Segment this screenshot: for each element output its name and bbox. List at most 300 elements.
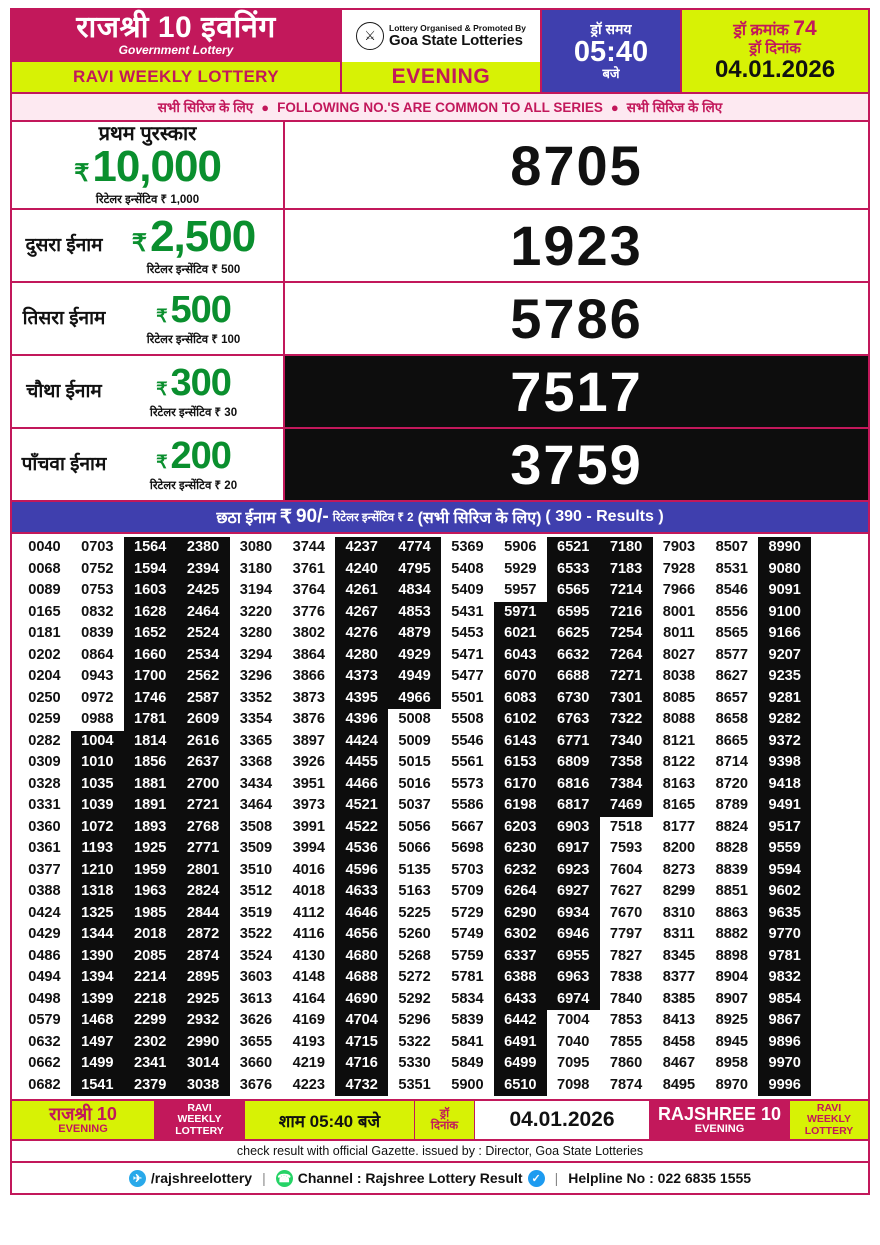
number-cell: 4690 [335, 989, 388, 1011]
number-cell: 6816 [547, 774, 600, 796]
number-cell: 8531 [715, 560, 749, 577]
number-cell: 4774 [388, 537, 441, 559]
number-cell: 6021 [494, 623, 547, 645]
number-cell: 4148 [292, 969, 326, 985]
number-cell: 4656 [335, 924, 388, 946]
number-cell [811, 666, 864, 688]
number-cell: 2895 [177, 967, 230, 989]
number-cell: 0494 [28, 969, 61, 985]
number-cell: 3603 [239, 969, 273, 985]
number-grid-row [18, 860, 864, 882]
number-cell: 4455 [335, 752, 388, 774]
number-cell: 4688 [335, 967, 388, 989]
prize-amount-wrap [110, 288, 277, 347]
number-cell: 6198 [494, 795, 547, 817]
number-grid-row [18, 774, 864, 796]
number-cell: 6521 [547, 537, 600, 559]
number-cell: 6565 [547, 580, 600, 602]
number-cell: 4112 [292, 904, 325, 921]
number-cell: 2562 [177, 666, 230, 688]
goa-emblem-icon: ⚔ [356, 22, 384, 50]
number-cell [811, 752, 864, 774]
number-cell: 7874 [609, 1076, 643, 1093]
number-grid-row [18, 559, 864, 581]
number-cell: 7095 [556, 1055, 590, 1071]
number-cell: 2824 [177, 881, 230, 903]
number-cell: 2637 [177, 752, 230, 774]
number-cell: 9594 [758, 860, 811, 882]
number-cell [811, 860, 864, 882]
header-organiser-block [342, 10, 542, 92]
prize-name: दुसरा ईनाम [25, 235, 103, 256]
footer-date-label [415, 1101, 475, 1139]
number-cell: 2018 [124, 924, 177, 946]
number-cell: 4373 [335, 666, 388, 688]
rupee-icon: ₹ [279, 506, 292, 528]
number-cell: 8882 [715, 926, 749, 942]
number-cell [811, 967, 864, 989]
number-cell: 5929 [504, 560, 537, 577]
organiser-line2: Goa State Lotteries [389, 31, 523, 49]
number-cell: 5260 [398, 926, 431, 942]
organiser-box [342, 10, 540, 62]
prize-result: 8705 [285, 122, 868, 208]
number-cell: 3220 [239, 603, 273, 620]
number-cell: 4633 [335, 881, 388, 903]
prize-result: 3759 [285, 429, 868, 500]
number-grid-row [18, 1053, 864, 1075]
retailer-incentive: रिटेलर इन्सेंटिव ₹ 20 [149, 479, 238, 492]
number-cell: 4853 [388, 602, 441, 624]
footer-scheme-right [790, 1101, 868, 1139]
number-cell: 0988 [81, 711, 114, 727]
number-cell: 7004 [556, 1012, 590, 1028]
number-cell: 4716 [335, 1053, 388, 1075]
divider: | [262, 1170, 266, 1186]
number-cell: 1039 [71, 795, 124, 817]
number-cell: 4521 [335, 795, 388, 817]
number-cell: 7040 [556, 1033, 590, 1050]
number-cell: 4596 [335, 860, 388, 882]
number-cell: 1700 [124, 666, 177, 688]
number-cell: 8458 [662, 1033, 696, 1050]
number-cell: 3280 [239, 625, 273, 641]
gazette-note: check result with official Gazette. issued by : Director, Goa State Lotteries [12, 1141, 868, 1163]
number-cell: 8904 [715, 969, 749, 985]
footer-scheme-right-line2: WEEKLY [807, 1113, 851, 1126]
draw-time-label: ड्रॉ समय [590, 20, 632, 37]
number-cell: 7966 [662, 582, 696, 598]
number-cell: 5408 [451, 560, 484, 577]
number-cell: 3464 [239, 797, 273, 813]
prize-amount-wrap [110, 211, 277, 277]
number-cell: 0388 [28, 883, 61, 899]
number-cell: 6102 [494, 709, 547, 731]
draw-number-date-block [682, 10, 868, 92]
number-cell: 0498 [28, 990, 61, 1007]
common-bar-left: सभी सिरिज के लिए [157, 100, 254, 115]
number-cell: 6763 [547, 709, 600, 731]
number-cell: 3866 [292, 668, 326, 684]
number-cell: 6771 [547, 731, 600, 753]
number-cell: 4395 [335, 688, 388, 710]
number-cell: 4715 [335, 1032, 388, 1054]
number-cell: 6817 [547, 795, 600, 817]
number-cell: 8163 [662, 775, 696, 792]
telegram-handle: /rajshreelottery [150, 1170, 253, 1186]
number-cell: 9091 [758, 580, 811, 602]
draw-number-value: 74 [793, 17, 817, 40]
number-cell: 3294 [239, 646, 273, 663]
number-cell: 4018 [292, 883, 326, 899]
footer-date-label-line1: ड्रॉ [439, 1107, 450, 1120]
number-cell: 6433 [494, 989, 547, 1011]
prize-amount-value: 200 [170, 434, 231, 477]
number-cell: 3660 [239, 1055, 273, 1071]
number-cell: 2925 [177, 989, 230, 1011]
number-cell: 6730 [547, 688, 600, 710]
number-cell: 4240 [335, 559, 388, 581]
number-cell: 2700 [177, 774, 230, 796]
number-cell: 0429 [28, 926, 61, 942]
number-cell: 1856 [124, 752, 177, 774]
number-cell: 5586 [451, 797, 484, 813]
number-cell: 8824 [715, 818, 749, 835]
number-cell: 8311 [663, 926, 695, 942]
number-cell [811, 688, 864, 710]
number-cell: 3655 [239, 1033, 273, 1050]
number-cell: 8851 [715, 883, 749, 899]
number-cell: 4795 [388, 559, 441, 581]
telegram-contact[interactable] [129, 1170, 252, 1187]
number-cell: 0703 [81, 539, 114, 555]
number-cell: 4929 [388, 645, 441, 667]
number-cell: 2872 [177, 924, 230, 946]
number-cell: 8665 [715, 732, 749, 749]
number-cell: 8863 [715, 904, 749, 921]
number-cell: 6595 [547, 602, 600, 624]
number-cell: 5546 [451, 732, 484, 749]
number-grid-row [18, 1075, 864, 1097]
number-cell: 7214 [600, 580, 653, 602]
number-cell: 5009 [398, 732, 431, 749]
number-cell: 5292 [398, 990, 431, 1007]
common-bar-center: FOLLOWING NO.'S ARE COMMON TO ALL SERIES [277, 99, 603, 115]
number-cell: 4219 [292, 1055, 326, 1071]
number-cell: 4680 [335, 946, 388, 968]
number-cell: 2379 [124, 1075, 177, 1097]
number-cell: 2218 [124, 989, 177, 1011]
number-cell: 9867 [758, 1010, 811, 1032]
number-cell: 0632 [28, 1033, 61, 1050]
number-cell: 6927 [547, 881, 600, 903]
number-grid-row [18, 1010, 864, 1032]
number-cell: 8377 [662, 969, 696, 985]
number-cell: 1985 [124, 903, 177, 925]
number-cell: 6632 [547, 645, 600, 667]
number-cell: 3864 [292, 646, 326, 663]
number-cell: 5015 [398, 754, 431, 770]
number-grid-row [18, 580, 864, 602]
number-grid-row [18, 666, 864, 688]
number-cell: 2394 [177, 559, 230, 581]
number-cell: 0360 [28, 818, 61, 835]
number-grid-row [18, 623, 864, 645]
number-cell: 9602 [758, 881, 811, 903]
draw-time-block [542, 10, 682, 92]
number-cell: 7322 [600, 709, 653, 731]
number-cell: 0753 [81, 582, 114, 598]
number-cell: 5759 [451, 947, 484, 964]
prize-info [12, 356, 285, 427]
number-cell: 0331 [28, 797, 61, 813]
number-cell: 8839 [715, 861, 749, 878]
number-cell [811, 731, 864, 753]
number-grid [18, 537, 864, 1096]
header-brand-block [12, 10, 342, 92]
number-cell: 7855 [609, 1033, 643, 1050]
prize-amount-value: 500 [170, 288, 231, 331]
number-cell: 8898 [715, 947, 749, 964]
result-card [10, 8, 870, 1195]
number-cell [811, 580, 864, 602]
number-cell: 2341 [124, 1053, 177, 1075]
sixth-prize-amount: 90/- [295, 506, 329, 527]
draw-number-label: ड्रॉ क्रमांक [733, 22, 789, 39]
number-cell: 4834 [388, 580, 441, 602]
number-cell: 0682 [28, 1076, 61, 1093]
number-cell: 3994 [292, 840, 326, 856]
number-cell: 0068 [28, 560, 61, 577]
number-cell: 4223 [292, 1076, 326, 1093]
number-cell: 6809 [547, 752, 600, 774]
number-cell: 8990 [758, 537, 811, 559]
number-cell: 4466 [335, 774, 388, 796]
number-cell: 8122 [662, 754, 696, 770]
number-cell: 6917 [547, 838, 600, 860]
number-cell: 3352 [239, 689, 273, 706]
footer-brand-right-line2: EVENING [694, 1123, 745, 1135]
footer-scheme-left-line3: LOTTERY [175, 1124, 224, 1137]
prize-result: 1923 [285, 210, 868, 281]
number-grid-body [18, 537, 864, 1096]
common-series-bar [12, 94, 868, 122]
number-cell: 7627 [609, 883, 643, 899]
number-cell: 1925 [124, 838, 177, 860]
number-grid-row [18, 731, 864, 753]
number-cell: 0309 [28, 754, 61, 770]
number-cell: 3434 [239, 775, 273, 792]
number-grid-row [18, 838, 864, 860]
number-cell [811, 709, 864, 731]
number-cell: 5066 [398, 840, 431, 856]
number-cell: 8273 [662, 861, 696, 878]
number-cell: 0089 [28, 582, 61, 598]
number-cell: 6688 [547, 666, 600, 688]
number-cell: 8970 [715, 1076, 749, 1093]
number-cell: 8027 [662, 646, 696, 663]
number-cell: 3524 [239, 947, 273, 964]
number-cell: 5477 [451, 668, 484, 684]
prize-amount [156, 434, 231, 477]
number-cell: 0864 [81, 646, 114, 663]
number-cell: 7358 [600, 752, 653, 774]
number-cell: 1628 [124, 602, 177, 624]
number-cell: 6510 [494, 1075, 547, 1097]
number-grid-row [18, 752, 864, 774]
number-cell: 6946 [547, 924, 600, 946]
number-cell: 1390 [71, 946, 124, 968]
number-cell: 5698 [451, 840, 484, 856]
number-cell: 2990 [177, 1032, 230, 1054]
number-cell: 8945 [715, 1033, 749, 1050]
number-cell: 3876 [292, 711, 326, 727]
number-cell: 1814 [124, 731, 177, 753]
number-cell: 9854 [758, 989, 811, 1011]
number-cell: 1497 [71, 1032, 124, 1054]
number-cell: 1325 [71, 903, 124, 925]
number-cell: 9770 [758, 924, 811, 946]
number-cell: 5781 [451, 969, 484, 985]
number-cell: 4276 [335, 623, 388, 645]
number-cell: 8385 [662, 990, 696, 1007]
number-cell: 9970 [758, 1053, 811, 1075]
rupee-icon: ₹ [156, 305, 168, 326]
whatsapp-contact[interactable] [276, 1170, 545, 1187]
number-cell: 6170 [494, 774, 547, 796]
number-cell [811, 645, 864, 667]
number-cell: 8088 [662, 711, 696, 727]
number-cell: 7340 [600, 731, 653, 753]
number-cell: 8828 [715, 840, 749, 856]
number-cell: 1893 [124, 817, 177, 839]
prize-amount [74, 142, 221, 191]
number-cell: 5135 [398, 861, 431, 878]
number-cell: 3368 [239, 754, 273, 770]
number-cell: 3776 [292, 603, 326, 620]
number-cell: 7593 [609, 840, 643, 856]
number-cell: 8200 [662, 840, 696, 856]
prize-name: तिसरा ईनाम [22, 308, 106, 329]
number-cell: 7840 [609, 990, 643, 1007]
number-cell: 1394 [71, 967, 124, 989]
footer-brand-left-line2: EVENING [58, 1123, 108, 1135]
number-cell: 7860 [609, 1055, 643, 1071]
number-cell: 2534 [177, 645, 230, 667]
number-cell: 3180 [239, 560, 273, 577]
prize-info [12, 429, 285, 500]
number-cell: 9398 [758, 752, 811, 774]
number-grid-row [18, 903, 864, 925]
number-cell: 8714 [715, 754, 749, 770]
number-cell: 1468 [71, 1010, 124, 1032]
number-grid-row [18, 967, 864, 989]
number-cell: 8038 [662, 668, 696, 684]
number-cell: 3951 [292, 775, 326, 792]
number-grid-row [18, 688, 864, 710]
number-cell: 5272 [398, 969, 431, 985]
number-cell: 9100 [758, 602, 811, 624]
number-cell: 3512 [239, 883, 273, 899]
number-cell: 8121 [662, 732, 696, 749]
number-cell: 4966 [388, 688, 441, 710]
number-cell: 0181 [28, 625, 61, 641]
number-cell [811, 1075, 864, 1097]
number-cell [811, 1032, 864, 1054]
number-cell: 5471 [451, 646, 484, 663]
number-cell: 2616 [177, 731, 230, 753]
number-grid-row [18, 817, 864, 839]
number-cell: 3522 [239, 926, 273, 942]
footer-scheme-left [155, 1101, 245, 1139]
helpline-contact [568, 1170, 751, 1186]
number-grid-row [18, 1032, 864, 1054]
scheme-name: RAVI WEEKLY LOTTERY [12, 62, 340, 92]
number-cell: 3365 [239, 732, 273, 749]
number-cell: 1010 [71, 752, 124, 774]
number-cell: 6043 [494, 645, 547, 667]
number-cell: 5573 [451, 775, 484, 792]
number-cell: 9166 [758, 623, 811, 645]
number-cell: 7301 [600, 688, 653, 710]
common-bar-right: सभी सिरिज के लिए [626, 100, 723, 115]
number-cell: 6955 [547, 946, 600, 968]
number-cell: 6230 [494, 838, 547, 860]
number-cell: 3354 [239, 711, 273, 727]
number-cell: 0752 [81, 560, 114, 577]
number-cell: 2721 [177, 795, 230, 817]
number-cell: 6923 [547, 860, 600, 882]
number-cell: 5561 [451, 754, 484, 770]
number-cell: 3038 [177, 1075, 230, 1097]
number-cell: 8177 [662, 818, 696, 835]
draw-time-suffix: बजे [602, 65, 620, 81]
draw-number-row [733, 19, 816, 40]
number-cell: 4193 [292, 1033, 326, 1050]
number-cell: 3080 [239, 539, 273, 555]
number-cell: 4424 [335, 731, 388, 753]
number-cell: 1210 [71, 860, 124, 882]
prize-name: पाँचवा ईनाम [21, 454, 107, 475]
number-cell: 8001 [662, 603, 696, 620]
number-cell: 1603 [124, 580, 177, 602]
prize-row [12, 122, 868, 210]
whatsapp-icon: ☎ [276, 1170, 293, 1187]
number-cell: 4949 [388, 666, 441, 688]
number-cell [811, 602, 864, 624]
number-cell: 5330 [398, 1055, 431, 1071]
divider: | [554, 1170, 559, 1186]
number-cell: 8958 [715, 1055, 749, 1071]
number-cell: 3676 [239, 1076, 273, 1093]
number-cell: 8413 [662, 1012, 696, 1028]
number-cell: 3744 [292, 539, 326, 555]
number-cell: 0328 [28, 775, 61, 792]
number-cell: 5834 [451, 990, 484, 1007]
number-cell: 6533 [547, 559, 600, 581]
number-grid-row [18, 924, 864, 946]
retailer-incentive: रिटेलर इन्सेंटिव ₹ 500 [146, 263, 241, 276]
number-cell: 3764 [292, 582, 326, 598]
number-grid-wrap [12, 534, 868, 1101]
sixth-results-count: ( 390 - Results ) [545, 508, 664, 525]
number-cell: 0424 [28, 904, 61, 921]
number-cell: 1344 [71, 924, 124, 946]
number-cell: 4704 [335, 1010, 388, 1032]
number-cell: 2844 [177, 903, 230, 925]
prize-name: चौथा ईनाम [26, 381, 102, 402]
number-cell: 3510 [239, 861, 273, 878]
